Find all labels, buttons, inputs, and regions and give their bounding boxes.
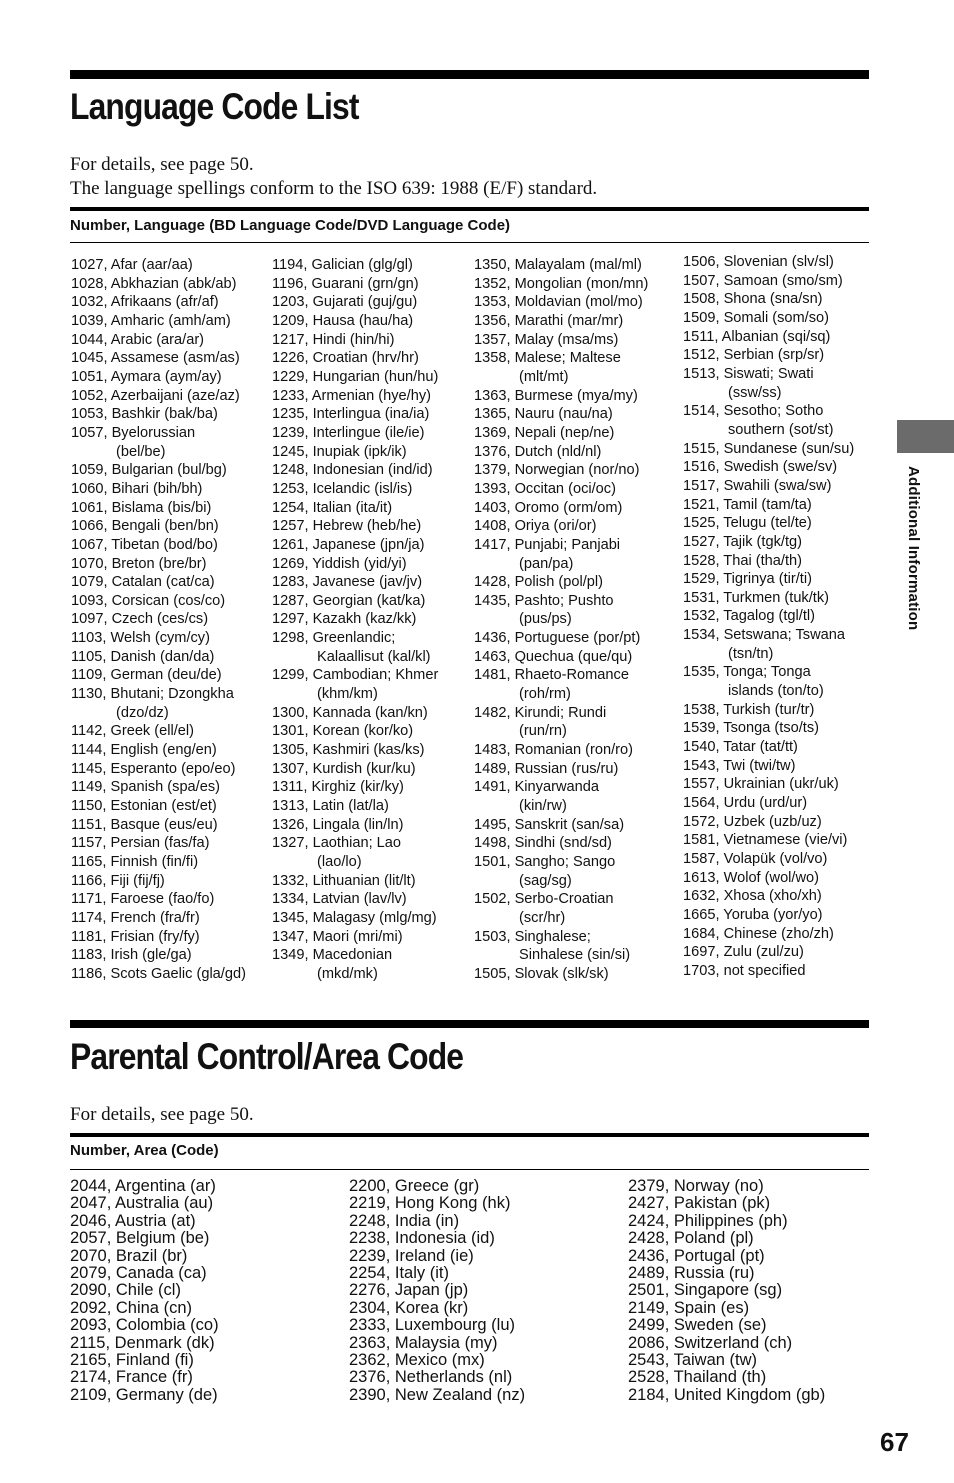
list-item: 1515, Sundanese (sun/su)	[683, 440, 855, 457]
list-item: 1581, Vietnamese (vie/vi)	[683, 832, 848, 849]
list-item: 1525, Telugu (tel/te)	[683, 515, 812, 532]
list-item: 1311, Kirghiz (kir/ky)	[272, 779, 404, 796]
area-column-3	[628, 1178, 825, 1404]
list-item: 1079, Catalan (cat/ca)	[71, 574, 215, 591]
list-item: 1435, Pashto; Pushto	[474, 592, 614, 609]
list-item: 1543, Twi (twi/tw)	[683, 757, 796, 774]
list-item: 2428, Poland (pl)	[628, 1229, 754, 1248]
list-item: 2174, France (fr)	[70, 1368, 193, 1387]
list-item: 1045, Assamese (asm/as)	[71, 350, 240, 367]
list-item: 2079, Canada (ca)	[70, 1264, 207, 1283]
list-item: 1557, Ukrainian (ukr/uk)	[683, 776, 839, 793]
area-header-underline	[70, 1169, 869, 1170]
list-item: Kalaallisut (kal/kl)	[317, 648, 431, 665]
list-item: (mlt/mt)	[519, 368, 569, 385]
list-item: (lao/lo)	[317, 854, 362, 870]
list-item: 1326, Lingala (lin/ln)	[272, 816, 404, 833]
area-intro-details: For details, see page 50.	[70, 1104, 254, 1125]
list-item: 1151, Basque (eus/eu)	[71, 816, 218, 833]
list-item: 1505, Slovak (slk/sk)	[474, 965, 609, 982]
list-item: (bel/be)	[116, 443, 166, 460]
list-item: 1313, Latin (lat/la)	[272, 798, 389, 815]
list-item: 1506, Slovenian (slv/sl)	[683, 254, 834, 270]
list-item: 1052, Azerbaijani (aze/az)	[71, 387, 240, 404]
list-item: 1105, Danish (dan/da)	[71, 648, 215, 665]
list-item: 2499, Sweden (se)	[628, 1316, 767, 1335]
list-item: 1358, Malese; Maltese	[474, 350, 621, 367]
parental-control-title: Parental Control/Area Code	[70, 1036, 464, 1077]
list-item: 2276, Japan (jp)	[349, 1281, 469, 1300]
list-item: 1369, Nepali (nep/ne)	[474, 424, 615, 441]
list-item: 2057, Belgium (be)	[70, 1229, 210, 1248]
list-item: Sinhalese (sin/si)	[519, 947, 631, 964]
list-item: 1149, Spanish (spa/es)	[71, 779, 221, 796]
list-item: 2090, Chile (cl)	[70, 1281, 181, 1300]
list-item: 2109, Germany (de)	[70, 1385, 218, 1404]
list-item: 2501, Singapore (sg)	[628, 1281, 783, 1300]
lang-intro-standard: The language spellings conform to the ISO 639: 1988 (E/F) standard.	[70, 178, 598, 199]
list-item: 1503, Singhalese;	[474, 928, 591, 945]
list-item: 2543, Taiwan (tw)	[628, 1351, 758, 1370]
list-item: 2424, Philippines (ph)	[628, 1211, 788, 1230]
list-item: 1511, Albanian (sqi/sq)	[683, 328, 831, 345]
list-item: 1703, not specified	[683, 962, 806, 979]
list-item: 1428, Polish (pol/pl)	[474, 574, 603, 591]
list-item: 1527, Tajik (tgk/tg)	[683, 533, 802, 550]
list-item: 1028, Abkhazian (abk/ab)	[71, 275, 237, 292]
list-item: 1521, Tamil (tam/ta)	[683, 496, 812, 513]
list-item: 2238, Indonesia (id)	[349, 1229, 495, 1248]
list-item: 1379, Norwegian (nor/no)	[474, 462, 640, 479]
list-item: 1347, Maori (mri/mi)	[272, 928, 403, 945]
list-item: 2379, Norway (no)	[628, 1177, 764, 1195]
list-item: 1269, Yiddish (yid/yi)	[272, 555, 407, 572]
lang-intro-details: For details, see page 50.	[70, 154, 254, 175]
list-item: 2304, Korea (kr)	[349, 1298, 469, 1317]
list-item: 2362, Mexico (mx)	[349, 1351, 485, 1370]
list-item: 1489, Russian (rus/ru)	[474, 760, 619, 777]
list-item: 1253, Icelandic (isl/is)	[272, 480, 413, 497]
list-item: 1697, Zulu (zul/zu)	[683, 944, 804, 961]
list-item: 1229, Hungarian (hun/hu)	[272, 368, 439, 385]
list-item: islands (ton/to)	[728, 683, 824, 700]
list-item: 1061, Bislama (bis/bi)	[71, 499, 212, 516]
list-item: 1254, Italian (ita/it)	[272, 499, 393, 516]
list-item: 1393, Occitan (oci/oc)	[474, 480, 616, 497]
lang-header-underline	[70, 242, 869, 243]
list-item: 1203, Gujarati (guj/gu)	[272, 294, 418, 311]
list-item: 1514, Sesotho; Sotho	[683, 403, 824, 420]
list-item: southern (sot/st)	[728, 421, 834, 438]
list-item: 1363, Burmese (mya/my)	[474, 387, 638, 404]
list-item: (scr/hr)	[519, 909, 566, 926]
list-item: 1531, Turkmen (tuk/tk)	[683, 589, 829, 606]
list-item: 1356, Marathi (mar/mr)	[474, 312, 624, 329]
list-item: 1334, Latvian (lav/lv)	[272, 891, 407, 908]
lang-column-2	[272, 256, 438, 984]
list-item: 1057, Byelorussian	[71, 424, 196, 441]
list-item: 2115, Denmark (dk)	[70, 1333, 215, 1352]
list-item: 1632, Xhosa (xho/xh)	[683, 888, 822, 905]
page-number: 67	[880, 1427, 909, 1457]
list-item: (khm/km)	[317, 686, 378, 703]
list-item: 2376, Netherlands (nl)	[349, 1368, 513, 1387]
list-item: 1257, Hebrew (heb/he)	[272, 518, 422, 535]
list-item: 1165, Finnish (fin/fi)	[71, 854, 199, 870]
top-rule	[70, 70, 869, 79]
list-item: 1463, Quechua (que/qu)	[474, 648, 633, 665]
list-item: (dzo/dz)	[116, 704, 169, 721]
list-item: 1357, Malay (msa/ms)	[474, 331, 619, 348]
list-item: 1507, Samoan (smo/sm)	[683, 272, 843, 289]
lang-column-3	[474, 256, 648, 984]
list-item: 1495, Sanskrit (san/sa)	[474, 816, 625, 833]
list-item: 2086, Switzerland (ch)	[628, 1333, 793, 1352]
list-item: (pus/ps)	[519, 611, 572, 628]
list-item: 1408, Oriya (ori/or)	[474, 518, 597, 535]
list-item: (ssw/ss)	[728, 384, 782, 401]
list-item: 2044, Argentina (ar)	[70, 1177, 216, 1195]
list-item: 1353, Moldavian (mol/mo)	[474, 294, 643, 311]
list-item: 2200, Greece (gr)	[349, 1177, 480, 1195]
list-item: 1183, Irish (gle/ga)	[71, 947, 192, 964]
list-item: 2239, Ireland (ie)	[349, 1246, 474, 1265]
list-item: 1245, Inupiak (ipk/ik)	[272, 443, 407, 460]
area-column-2	[349, 1178, 525, 1404]
list-item: 1350, Malayalam (mal/ml)	[474, 257, 642, 273]
list-item: 2489, Russia (ru)	[628, 1264, 755, 1283]
list-item: 1345, Malagasy (mlg/mg)	[272, 909, 437, 926]
sidebar-label	[900, 466, 922, 656]
list-item: (tsn/tn)	[728, 645, 774, 662]
list-item: 1587, Volapük (vol/vo)	[683, 851, 828, 867]
list-item: 1502, Serbo-Croatian	[474, 891, 614, 908]
list-item: 1665, Yoruba (yor/yo)	[683, 906, 823, 923]
list-item: 2363, Malaysia (my)	[349, 1333, 498, 1352]
list-item: 1287, Georgian (kat/ka)	[272, 592, 426, 609]
list-item: 1481, Rhaeto-Romance	[474, 667, 629, 684]
list-item: 1297, Kazakh (kaz/kk)	[272, 611, 417, 628]
list-item: 1070, Breton (bre/br)	[71, 555, 207, 572]
list-item: 1171, Faroese (fao/fo)	[71, 891, 215, 908]
list-item: 1572, Uzbek (uzb/uz)	[683, 813, 822, 830]
list-item: 1501, Sangho; Sango	[474, 854, 616, 870]
list-item: 1066, Bengali (ben/bn)	[71, 518, 219, 535]
list-item: 1032, Afrikaans (afr/af)	[71, 294, 219, 311]
list-item: 2333, Luxembourg (lu)	[349, 1316, 516, 1335]
list-item: 1157, Persian (fas/fa)	[71, 835, 210, 852]
list-item: 1540, Tatar (tat/tt)	[683, 739, 798, 756]
list-item: 1150, Estonian (est/et)	[71, 798, 217, 815]
area-table-header: Number, Area (Code)	[70, 1142, 219, 1159]
list-item: 1044, Arabic (ara/ar)	[71, 331, 205, 348]
list-item: 1103, Welsh (cym/cy)	[71, 630, 210, 647]
list-item: 1349, Macedonian	[272, 947, 393, 964]
list-item: 1327, Laothian; Lao	[272, 835, 402, 852]
list-item: 1529, Tigrinya (tir/ti)	[683, 571, 812, 588]
list-item: 1299, Cambodian; Khmer	[272, 667, 439, 684]
list-item: 1233, Armenian (hye/hy)	[272, 387, 431, 404]
list-item: 1509, Somali (som/so)	[683, 309, 829, 326]
list-item: 2046, Austria (at)	[70, 1211, 196, 1230]
list-item: 1332, Lithuanian (lit/lt)	[272, 872, 416, 889]
list-item: 1130, Bhutani; Dzongkha	[71, 686, 234, 703]
list-item: 1166, Fiji (fij/fj)	[71, 872, 165, 889]
list-item: 2092, China (cn)	[70, 1298, 192, 1317]
list-item: 1535, Tonga; Tonga	[683, 664, 811, 681]
list-item: 1513, Siswati; Swati	[683, 365, 814, 382]
list-item: 1436, Portuguese (por/pt)	[474, 630, 641, 647]
list-item: 1186, Scots Gaelic (gla/gd)	[71, 965, 246, 982]
area-table-rule	[70, 1133, 869, 1137]
list-item: 1226, Croatian (hrv/hr)	[272, 350, 419, 367]
list-item: 1145, Esperanto (epo/eo)	[71, 760, 236, 777]
list-item: (pan/pa)	[519, 555, 574, 572]
area-column-1	[70, 1178, 219, 1404]
lang-table-rule	[70, 207, 869, 211]
list-item: 1403, Oromo (orm/om)	[474, 499, 623, 516]
list-item: 1194, Galician (glg/gl)	[272, 257, 413, 273]
list-item: 1093, Corsican (cos/co)	[71, 592, 226, 609]
language-code-list-title: Language Code List	[70, 86, 359, 127]
list-item: 2427, Pakistan (pk)	[628, 1194, 771, 1213]
lang-table-header: Number, Language (BD Language Code/DVD Language Code)	[70, 217, 511, 234]
list-item: 1109, German (deu/de)	[71, 667, 222, 684]
list-item: 2165, Finland (fi)	[70, 1351, 194, 1370]
list-item: 2149, Spain (es)	[628, 1298, 750, 1317]
list-item: 1532, Tagalog (tgl/tl)	[683, 608, 815, 625]
lang-column-1	[71, 256, 246, 984]
list-item: 2390, New Zealand (nz)	[349, 1385, 526, 1404]
list-item: 2436, Portugal (pt)	[628, 1246, 765, 1265]
area-top-rule	[70, 1020, 869, 1028]
list-item: (run/rn)	[519, 723, 567, 740]
list-item: 1498, Sindhi (snd/sd)	[474, 835, 612, 852]
list-item: 1300, Kannada (kan/kn)	[272, 704, 428, 721]
list-item: 1053, Bashkir (bak/ba)	[71, 406, 218, 423]
list-item: 1059, Bulgarian (bul/bg)	[71, 462, 227, 479]
list-item: (kin/rw)	[519, 798, 567, 815]
sidebar-label-text: Additional Information	[905, 466, 922, 631]
list-item: 1528, Thai (tha/th)	[683, 552, 802, 569]
list-item: 1538, Turkish (tur/tr)	[683, 701, 815, 718]
list-item: 1239, Interlingue (ile/ie)	[272, 424, 425, 441]
list-item: 1039, Amharic (amh/am)	[71, 312, 231, 329]
list-item: 1482, Kirundi; Rundi	[474, 704, 607, 721]
list-item: 2047, Australia (au)	[70, 1194, 214, 1213]
list-item: 1539, Tsonga (tso/ts)	[683, 720, 820, 737]
list-item: 1376, Dutch (nld/nl)	[474, 443, 602, 460]
list-item: 1235, Interlingua (ina/ia)	[272, 406, 430, 423]
list-item: 1417, Punjabi; Panjabi	[474, 536, 621, 553]
list-item: 1142, Greek (ell/el)	[71, 723, 195, 740]
list-item: 1144, English (eng/en)	[71, 742, 217, 759]
list-item: 2248, India (in)	[349, 1211, 460, 1230]
list-item: 1613, Wolof (wol/wo)	[683, 869, 819, 886]
list-item: 1508, Shona (sna/sn)	[683, 291, 823, 308]
list-item: 1174, French (fra/fr)	[71, 909, 200, 926]
list-item: 1217, Hindi (hin/hi)	[272, 331, 395, 348]
list-item: 1564, Urdu (urd/ur)	[683, 795, 808, 812]
section-tab-marker	[897, 420, 954, 453]
list-item: 1196, Guarani (grn/gn)	[272, 275, 419, 292]
list-item: 1516, Swedish (swe/sv)	[683, 459, 838, 476]
list-item: 2219, Hong Kong (hk)	[349, 1194, 511, 1213]
list-item: 1352, Mongolian (mon/mn)	[474, 275, 649, 292]
list-item: (roh/rm)	[519, 686, 571, 703]
list-item: 1181, Frisian (fry/fy)	[71, 928, 200, 945]
list-item: 1305, Kashmiri (kas/ks)	[272, 742, 425, 759]
list-item: 1051, Aymara (aym/ay)	[71, 368, 222, 385]
list-item: 2528, Thailand (th)	[628, 1368, 767, 1387]
list-item: (sag/sg)	[519, 872, 572, 889]
list-item: 1283, Javanese (jav/jv)	[272, 574, 423, 591]
list-item: 1067, Tibetan (bod/bo)	[71, 536, 218, 553]
list-item: 1301, Korean (kor/ko)	[272, 723, 414, 740]
list-item: 1684, Chinese (zho/zh)	[683, 925, 834, 942]
list-item: 1027, Afar (aar/aa)	[71, 257, 193, 273]
list-item: 2093, Colombia (co)	[70, 1316, 219, 1335]
list-item: 1298, Greenlandic;	[272, 630, 396, 647]
list-item: 1248, Indonesian (ind/id)	[272, 462, 433, 479]
list-item: 1483, Romanian (ron/ro)	[474, 742, 633, 759]
list-item: 1209, Hausa (hau/ha)	[272, 312, 414, 329]
list-item: 1517, Swahili (swa/sw)	[683, 477, 832, 494]
list-item: 1534, Setswana; Tswana	[683, 627, 845, 644]
list-item: 1060, Bihari (bih/bh)	[71, 480, 203, 497]
lang-column-4	[683, 253, 854, 981]
list-item: 1307, Kurdish (kur/ku)	[272, 760, 416, 777]
list-item: 1097, Czech (ces/cs)	[71, 611, 209, 628]
list-item: 1512, Serbian (srp/sr)	[683, 347, 825, 364]
list-item: 2070, Brazil (br)	[70, 1246, 188, 1265]
list-item: 1491, Kinyarwanda	[474, 779, 599, 796]
list-item: 2184, United Kingdom (gb)	[628, 1385, 826, 1404]
list-item: 1261, Japanese (jpn/ja)	[272, 536, 425, 553]
list-item: 1365, Nauru (nau/na)	[474, 406, 613, 423]
list-item: (mkd/mk)	[317, 965, 378, 982]
list-item: 2254, Italy (it)	[349, 1264, 449, 1283]
